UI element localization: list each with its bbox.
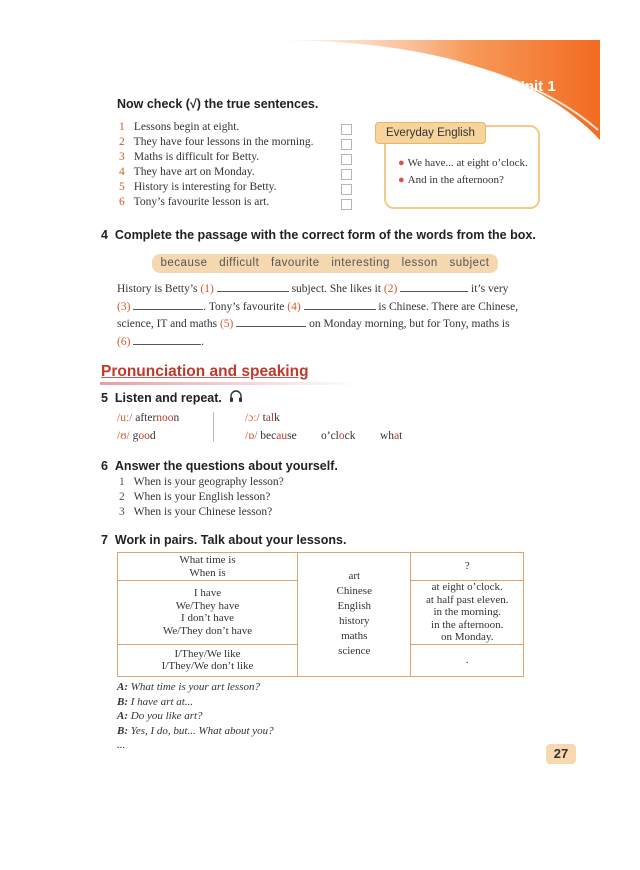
word: interesting [331, 257, 390, 269]
checkbox[interactable] [341, 184, 352, 195]
list-item: 5 History is interesting for Betty. [119, 181, 277, 193]
blank-6[interactable] [133, 334, 201, 345]
checkbox[interactable] [341, 124, 352, 135]
header-swoosh [0, 0, 640, 150]
blank-4[interactable] [304, 299, 376, 310]
list-item: 2 When is your English lesson? [119, 491, 271, 503]
list-item: 3 When is your Chinese lesson? [119, 506, 273, 518]
list-item: 1 When is your geography lesson? [119, 476, 284, 488]
blank-3[interactable] [133, 299, 203, 310]
word-box [152, 254, 498, 273]
list-item: 1 Lessons begin at eight. [119, 121, 240, 133]
everyday-english-title: Everyday English [375, 122, 486, 144]
everyday-item: ● And in the afternoon? [398, 174, 504, 186]
everyday-item: ● We have... at eight o’clock. [398, 157, 528, 169]
section-underline [100, 382, 360, 385]
table-cell: ? [411, 553, 524, 581]
table-cell: . [411, 644, 524, 676]
table-cell: I have We/They have I don’t have We/They don’t have [118, 581, 298, 645]
ex5-title: 5 Listen and repeat. [101, 391, 222, 405]
dialogue [117, 680, 274, 753]
unit-badge: Unit 1 [514, 78, 556, 95]
dialogue-line: B: Yes, I do, but... What about you? [117, 724, 274, 737]
table-cell-subjects: art Chinese English history maths science [298, 553, 411, 677]
word: lesson [401, 257, 438, 269]
ex6-title: 6 Answer the questions about yourself. [101, 459, 338, 473]
passage: History is Betty’s (1) subject. She likes it (2) it’s very (3) . Tony’s favourite (4) is Chinese. There are Chinese, science, IT and maths (5) on Monday morning, but for Tony, maths is (6) . [117, 283, 519, 348]
phonetic-item: o’clock [321, 430, 356, 442]
headphones-icon[interactable] [229, 390, 243, 403]
table-cell: What time is When is [118, 553, 298, 581]
list-item: 3 Maths is difficult for Betty. [119, 151, 260, 163]
page-number: 27 [546, 744, 576, 764]
ex3-list [119, 120, 313, 210]
ex3-title: Now check (√) the true sentences. [117, 97, 319, 111]
list-item: 4 They have art on Monday. [119, 166, 255, 178]
list-item: 6 Tony’s favourite lesson is art. [119, 196, 270, 208]
ex7-title: 7 Work in pairs. Talk about your lessons. [101, 533, 347, 547]
dialogue-line: B: I have art at... [117, 695, 194, 708]
section-title: Pronunciation and speaking [101, 363, 309, 380]
phonetic-item: what [380, 430, 403, 442]
phonetic-item: /ɒ/ because [245, 430, 297, 442]
dialogue-line: ... [117, 739, 126, 752]
dialogue-line: A: Do you like art? [117, 710, 203, 723]
word: favourite [271, 257, 320, 269]
table-cell: I/They/We like I/They/We don’t like [118, 644, 298, 676]
checkbox[interactable] [341, 169, 352, 180]
phonetic-item: /uː/ afternoon [117, 412, 180, 424]
divider [213, 412, 214, 442]
word: difficult [219, 257, 260, 269]
ex6-list [119, 475, 284, 520]
checkbox[interactable] [341, 199, 352, 210]
dialogue-line: A: What time is your art lesson? [117, 681, 260, 693]
blank-1[interactable] [217, 281, 289, 292]
phonetic-item: /ɔː/ talk [245, 412, 280, 424]
blank-2[interactable] [400, 281, 468, 292]
checkbox[interactable] [341, 139, 352, 150]
substitution-table [117, 552, 524, 677]
word: subject [449, 257, 490, 269]
table-cell: at eight o’clock. at half past eleven. in the morning. in the afternoon. on Monday. [411, 581, 524, 645]
phonetic-item: /ʊ/ good [117, 430, 156, 442]
ex4-title: 4 Complete the passage with the correct form of the words from the box. [101, 228, 536, 242]
blank-5[interactable] [236, 316, 306, 327]
checkbox[interactable] [341, 154, 352, 165]
list-item: 2 They have four lessons in the morning. [119, 136, 314, 148]
word: because [160, 257, 208, 269]
